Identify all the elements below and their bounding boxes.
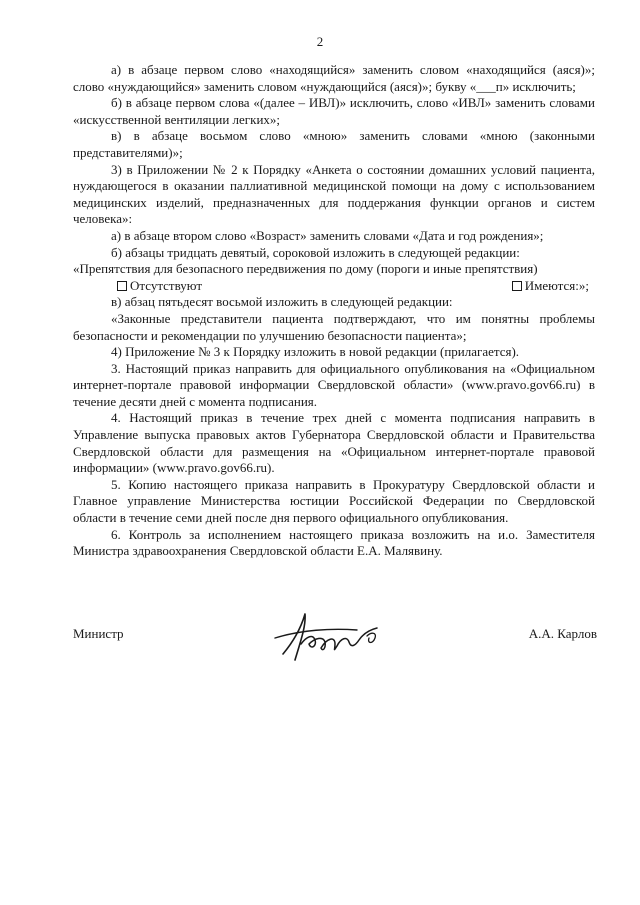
handwritten-signature-icon xyxy=(271,608,405,666)
checkbox-option-absent xyxy=(117,278,202,295)
checkbox-label-present: Имеются:»; xyxy=(524,277,589,293)
paragraph-item-5-prosecutor: 5. Копию настоящего приказа направить в Прокуратуру Свердловской области и Главное управление Министерства юстиции Российской Федерации по Свердловской области в течение семи дней после дня первого официального опубликования. xyxy=(73,476,595,526)
paragraph-3a-second: а) в абзаце втором слово «Возраст» заменить словами «Дата и год рождения»; xyxy=(111,227,544,243)
paragraph-3c-58th: в) абзац пятьдесят восьмой изложить в следующей редакции: xyxy=(111,294,453,310)
checkbox-label-absent: Отсутствуют xyxy=(130,277,203,293)
paragraph-item-3-publication: 3. Настоящий приказ направить для официального опубликования на «Официальном интернет-портале правовой информации Свердловской области» (www.pravo.gov66.ru) в течение десяти дней с момента подписания. xyxy=(73,360,595,409)
page-number: 2 xyxy=(316,34,324,49)
paragraph-1c-eighth: в) в абзаце восьмом слово «мною» заменить словами «мною (законными представителями)»; xyxy=(73,128,595,160)
paragraph-1a-first: а) в абзаце первом слово «находящийся» заменить словом «находящийся (аяся)»; слово «нуждающийся» заменить словом «нуждающийся (аяся)»; букву «___п» исключить; xyxy=(73,62,595,94)
checkbox-square-icon xyxy=(117,281,127,291)
paragraph-4-appendix-3: 4) Приложение № 3 к Порядку изложить в новой редакции (прилагается). xyxy=(111,344,520,360)
checkbox-square-icon xyxy=(512,281,522,291)
signer-position: Министр xyxy=(73,626,124,641)
paragraph-3-appendix-2: 3) в Приложении № 2 к Порядку «Анкета о состоянии домашних условий пациента, нуждающегося в оказании паллиативной медицинской помощи на дому с использованием медицинских изделий, предназначенных для поддержания функции органов и систем человека»: xyxy=(73,161,595,227)
signer-name: А.А. Карлов xyxy=(528,626,597,641)
document-body xyxy=(73,62,595,560)
paragraph-legal-representatives-quote: «Законные представители пациента подтверждают, что им понятны проблемы безопасности и рекомендации по улучшению безопасности пациента»; xyxy=(73,310,595,343)
paragraph-item-6-control: 6. Контроль за исполнением настоящего приказа возложить на и.о. Заместителя Министра здравоохранения Свердловской области Е.А. Малявину. xyxy=(73,526,595,559)
checkbox-options-line xyxy=(73,278,595,295)
paragraph-1b-first: б) в абзаце первом слова «(далее – ИВЛ)» исключить, слово «ИВЛ» заменить словами «искусственной вентиляции легких»; xyxy=(73,95,595,127)
paragraph-3b-39-40: б) абзацы тридцать девятый, сороковой изложить в следующей редакции: xyxy=(111,244,520,260)
checkbox-option-present xyxy=(512,278,589,295)
paragraph-item-4-governor-office: 4. Настоящий приказ в течение трех дней с момента подписания направить в Управление выпуска правовых актов Губернатора Свердловской области и Правительства Свердловской области для размещения на «Официальном интернет-портале правовой информации» (www.pravo.gov66.ru). xyxy=(73,410,595,476)
signature-block xyxy=(73,622,597,670)
paragraph-obstacles-quote: «Препятствия для безопасного передвижения по дому (пороги и иные препятствия) xyxy=(73,261,538,277)
